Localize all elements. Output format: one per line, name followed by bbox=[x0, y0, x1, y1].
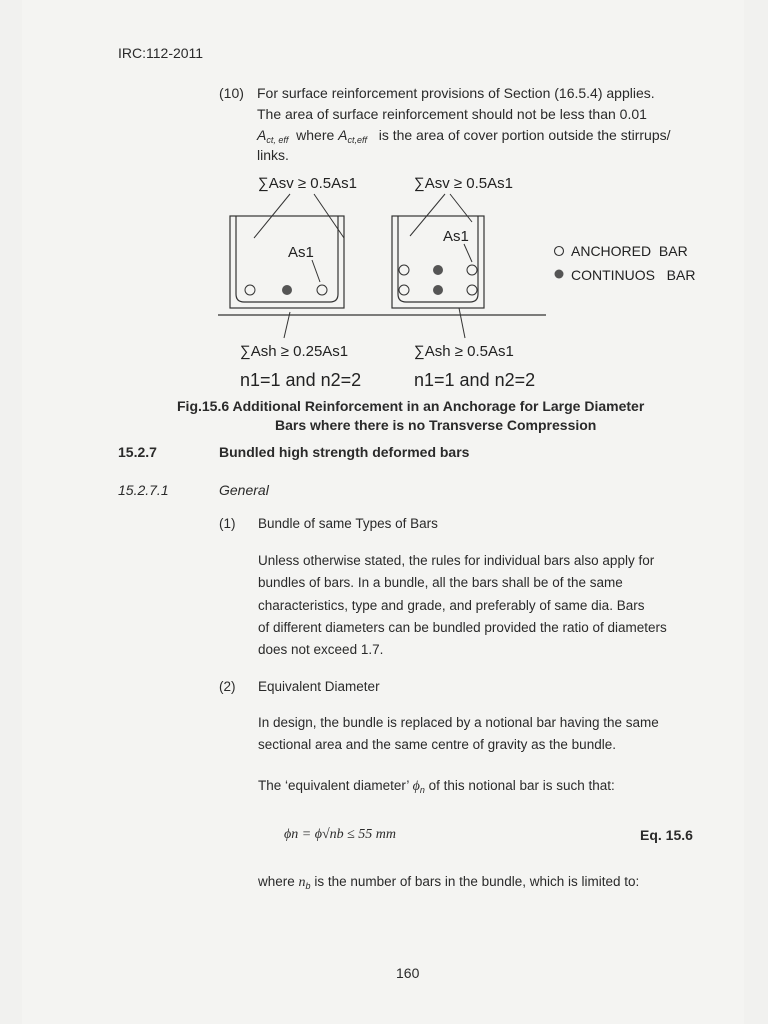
subscript: ct,eff bbox=[347, 135, 368, 145]
where-clause bbox=[258, 873, 639, 895]
leader-line bbox=[410, 194, 445, 236]
equivalent-diameter-definition bbox=[258, 777, 615, 799]
anchored-bar bbox=[399, 285, 409, 295]
section-number: 15.2.7 bbox=[118, 444, 157, 460]
item10-line: links. bbox=[257, 147, 289, 163]
symbol: A bbox=[338, 127, 348, 143]
anchored-bar bbox=[317, 285, 327, 295]
text: where bbox=[296, 127, 335, 143]
paragraph-line: sectional area and the same centre of gravity as the bundle. bbox=[258, 737, 616, 753]
text: is the number of bars in the bundle, which is limited to: bbox=[314, 874, 640, 889]
legend-continuous-label: CONTINUOS BAR bbox=[571, 267, 696, 283]
item10-line-symbols bbox=[257, 126, 671, 149]
text: The ‘equivalent diameter’ bbox=[258, 778, 409, 793]
paragraph-line: of different diameters can be bundled provided the ratio of diameters bbox=[258, 619, 667, 635]
section-title: Bundled high strength deformed bars bbox=[219, 444, 470, 460]
legend-anchored-label: ANCHORED BAR bbox=[571, 243, 688, 259]
item-number: (10) bbox=[219, 85, 244, 101]
equation-label: Eq. 15.6 bbox=[640, 827, 693, 843]
item-number: (2) bbox=[219, 679, 236, 694]
subscript: n bbox=[419, 785, 425, 795]
anchored-bar bbox=[245, 285, 255, 295]
leader-line bbox=[459, 308, 465, 338]
leader-line bbox=[312, 260, 320, 282]
reinforcement-figure bbox=[22, 160, 744, 410]
text: where bbox=[258, 874, 295, 889]
running-header: IRC:112-2011 bbox=[118, 45, 204, 61]
equation: ϕn = ϕ√nb ≤ 55 mm bbox=[284, 827, 397, 842]
item10-line: The area of surface reinforcement should not be less than 0.01 bbox=[257, 106, 647, 122]
item2-paragraph bbox=[258, 712, 659, 757]
figure-bottom-left-label: ∑Ash ≥ 0.25As1 bbox=[240, 343, 349, 360]
text: is the area of cover portion outside the stirrups/ bbox=[378, 127, 671, 143]
anchored-bar bbox=[467, 265, 477, 275]
paragraph-line: characteristics, type and grade, and preferably of same dia. Bars bbox=[258, 597, 645, 613]
continuous-bar bbox=[433, 265, 443, 275]
figure-n-right: n1=1 and n2=2 bbox=[414, 370, 536, 390]
subscript: ct, eff bbox=[266, 135, 289, 145]
figure-bottom-right-label: ∑Ash ≥ 0.5As1 bbox=[414, 343, 514, 360]
as1-label-left: As1 bbox=[288, 244, 314, 261]
subsection-number: 15.2.7.1 bbox=[118, 482, 169, 498]
paragraph-line: does not exceed 1.7. bbox=[258, 642, 384, 658]
figure-caption: Fig.15.6 Additional Reinforcement in an Anchorage for Large Diameter bbox=[177, 398, 645, 414]
as1-label-right: As1 bbox=[443, 228, 469, 245]
item-title: Bundle of same Types of Bars bbox=[258, 516, 438, 531]
paragraph-line: In design, the bundle is replaced by a notional bar having the same bbox=[258, 715, 659, 730]
leader-line bbox=[284, 312, 290, 338]
figure-top-left-label: ∑Asv ≥ 0.5As1 bbox=[258, 175, 357, 192]
figure-caption: Bars where there is no Transverse Compression bbox=[275, 417, 597, 433]
anchored-bar bbox=[467, 285, 477, 295]
page-number: 160 bbox=[396, 965, 420, 981]
symbol: ϕ bbox=[412, 779, 420, 794]
figure-n-left: n1=1 and n2=2 bbox=[240, 370, 362, 390]
symbol: A bbox=[257, 127, 267, 143]
item1-paragraph bbox=[258, 550, 667, 661]
leader-line bbox=[464, 244, 472, 262]
subscript: b bbox=[305, 881, 311, 891]
subsection-title: General bbox=[219, 482, 269, 498]
item10-line: For surface reinforcement provisions of Section (16.5.4) applies. bbox=[257, 85, 655, 101]
anchored-bar bbox=[399, 265, 409, 275]
continuous-bar bbox=[282, 285, 292, 295]
item-number: (1) bbox=[219, 516, 236, 531]
paragraph-line: bundles of bars. In a bundle, all the bars shall be of the same bbox=[258, 575, 623, 591]
continuous-bar bbox=[433, 285, 443, 295]
symbol: n bbox=[298, 875, 306, 890]
figure-top-right-label: ∑Asv ≥ 0.5As1 bbox=[414, 175, 513, 192]
legend-anchored-icon bbox=[555, 247, 564, 256]
text: of this notional bar is such that: bbox=[428, 778, 615, 793]
paragraph-line: Unless otherwise stated, the rules for individual bars also apply for bbox=[258, 553, 655, 568]
item-title: Equivalent Diameter bbox=[258, 679, 380, 694]
leader-line bbox=[450, 194, 472, 222]
document-page bbox=[22, 0, 744, 1024]
legend-continuous-icon bbox=[555, 270, 564, 279]
